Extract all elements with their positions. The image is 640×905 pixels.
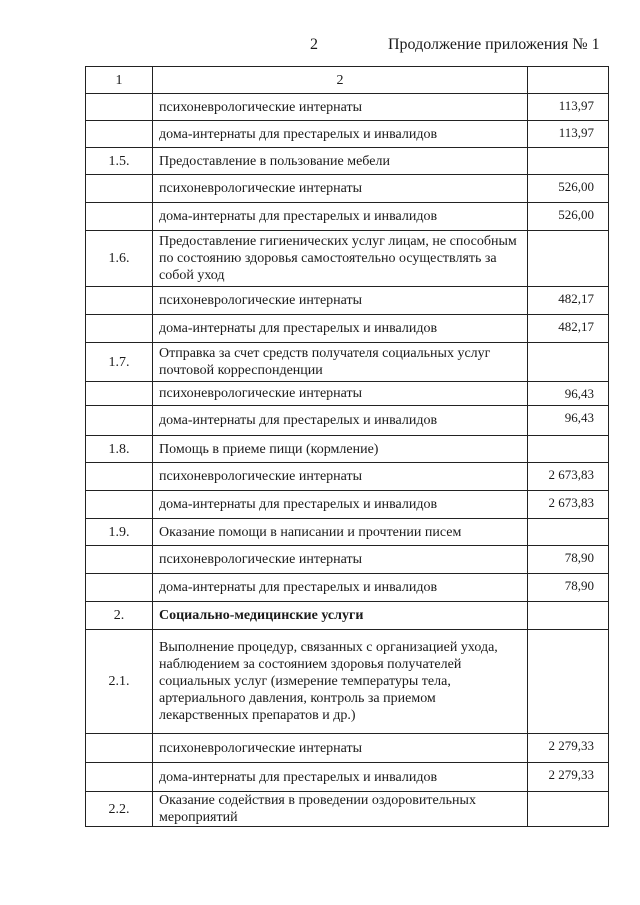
row-value: 113,97 [528,94,609,121]
table-row [86,94,609,121]
table-row [86,231,609,287]
header-col-1: 1 [86,67,153,94]
row-number: 1.5. [86,148,153,175]
row-number: 1.9. [86,519,153,546]
row-value: 2 279,33 [528,763,609,792]
row-number: 1.8. [86,436,153,463]
row-number [86,463,153,491]
row-value [528,792,609,827]
table-row [86,287,609,315]
row-text: психоневрологические интернаты [153,94,528,121]
table-row [86,463,609,491]
row-value [528,343,609,382]
table-row [86,491,609,519]
row-text: дома-интернаты для престарелых и инвалидов [153,406,528,436]
row-value: 78,90 [528,546,609,574]
row-text: дома-интернаты для престарелых и инвалидов [153,203,528,231]
row-value [528,148,609,175]
table-row [86,734,609,763]
table-row [86,630,609,734]
row-text: Оказание содействия в проведении оздоровительных мероприятий [153,792,528,827]
row-value [528,602,609,630]
row-number [86,763,153,792]
row-number [86,546,153,574]
table-row [86,175,609,203]
row-number: 2.1. [86,630,153,734]
row-value [528,231,609,287]
row-number [86,315,153,343]
row-value [528,436,609,463]
row-text: психоневрологические интернаты [153,463,528,491]
row-value: 96,43 [528,406,609,436]
row-text: дома-интернаты для престарелых и инвалидов [153,315,528,343]
table-row [86,121,609,148]
table-row [86,574,609,602]
row-number: 1.6. [86,231,153,287]
table-row [86,382,609,406]
table-header-row [86,67,609,94]
row-value: 113,97 [528,121,609,148]
row-text: психоневрологические интернаты [153,734,528,763]
row-number [86,287,153,315]
row-text: Предоставление в пользование мебели [153,148,528,175]
header-col-3 [528,67,609,94]
table-row [86,406,609,436]
row-number [86,203,153,231]
table-row [86,436,609,463]
row-value: 482,17 [528,315,609,343]
row-text: дома-интернаты для престарелых и инвалидов [153,121,528,148]
table-row [86,315,609,343]
table-row [86,519,609,546]
table-row [86,148,609,175]
row-text: дома-интернаты для престарелых и инвалидов [153,574,528,602]
row-text: Оказание помощи в написании и прочтении писем [153,519,528,546]
row-text: Помощь в приеме пищи (кормление) [153,436,528,463]
header-col-2: 2 [153,67,528,94]
appendix-label: Продолжение приложения № 1 [388,36,600,53]
row-value: 2 279,33 [528,734,609,763]
row-number [86,121,153,148]
row-value [528,519,609,546]
row-number [86,94,153,121]
page-number: 2 [310,36,318,53]
row-value: 96,43 [528,382,609,406]
row-number: 1.7. [86,343,153,382]
row-text: дома-интернаты для престарелых и инвалидов [153,491,528,519]
row-text: Предоставление гигиенических услуг лицам, не способным по состоянию здоровья самостоятельно осуществлять за собой уход [153,231,528,287]
row-number [86,574,153,602]
row-value: 526,00 [528,175,609,203]
tariff-table [85,66,609,827]
row-number [86,406,153,436]
row-value: 526,00 [528,203,609,231]
row-text: психоневрологические интернаты [153,546,528,574]
row-value: 78,90 [528,574,609,602]
row-number [86,491,153,519]
table-row [86,763,609,792]
row-text: Социально-медицинские услуги [153,602,528,630]
row-text: психоневрологические интернаты [153,382,528,406]
row-number: 2.2. [86,792,153,827]
table-row [86,792,609,827]
row-value: 2 673,83 [528,463,609,491]
row-text: Выполнение процедур, связанных с организацией ухода, наблюдением за состоянием здоровья получателей социальных услуг (измерение температуры тела, артериального давления, контроль за приемом лекарственных препаратов и др.) [153,630,528,734]
row-value: 2 673,83 [528,491,609,519]
row-value [528,630,609,734]
table-row [86,343,609,382]
table-row [86,546,609,574]
row-number [86,175,153,203]
row-text: психоневрологические интернаты [153,287,528,315]
row-text: дома-интернаты для престарелых и инвалидов [153,763,528,792]
row-number [86,734,153,763]
row-text: Отправка за счет средств получателя социальных услуг почтовой корреспонденции [153,343,528,382]
table-row [86,602,609,630]
table-body [86,94,609,827]
row-number: 2. [86,602,153,630]
row-value: 482,17 [528,287,609,315]
row-text: психоневрологические интернаты [153,175,528,203]
row-number [86,382,153,406]
table-row [86,203,609,231]
